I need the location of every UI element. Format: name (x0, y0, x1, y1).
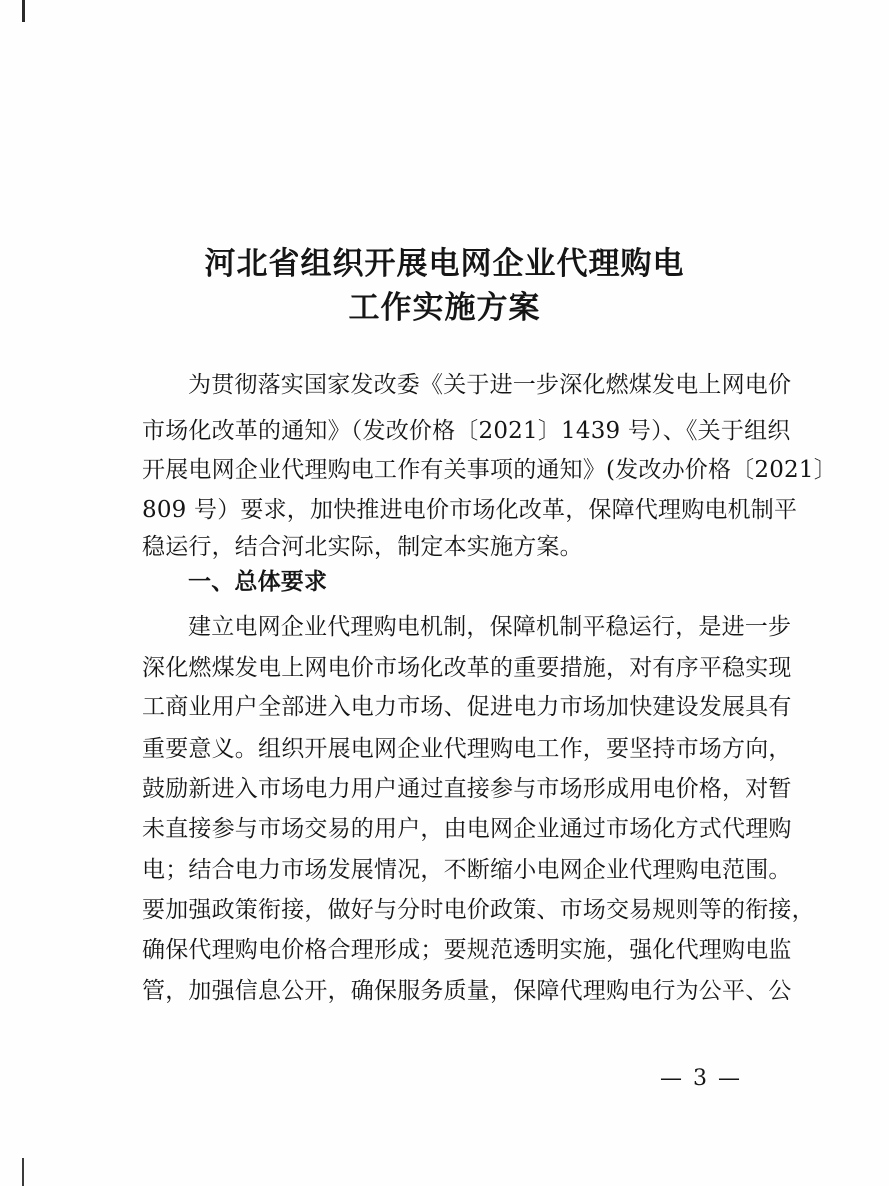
document-title-line-2: 工作实施方案 (348, 290, 541, 326)
body-line-7: 深化燃煤发电上网电价市场化改革的重要措施，对有序平稳实现 (142, 655, 792, 681)
body-line-1: 为贯彻落实国家发改委《关于进一步深化燃煤发电上网电价 (188, 372, 792, 398)
body-line-8: 工商业用户全部进入电力市场、促进电力市场加快建设发展具有 (142, 694, 792, 720)
section-heading: 一、总体要求 (188, 569, 328, 595)
body-line-13: 要加强政策衔接，做好与分时电价政策、市场交易规则等的衔接， (142, 897, 815, 923)
body-line-15: 管，加强信息公开，确保服务质量，保障代理购电行为公平、公 (142, 978, 792, 1004)
body-line-10: 鼓励新进入市场电力用户通过直接参与市场形成用电价格，对暂 (142, 776, 792, 802)
body-line-2: 市场化改革的通知》（发改价格〔2021〕1439 号）、《关于组织 (142, 418, 791, 444)
scan-edge-mark-top (22, 0, 25, 22)
body-line-4: 809 号）要求，加快推进电价市场化改革，保障代理购电机制平 (142, 497, 798, 523)
body-line-3: 开展电网企业代理购电工作有关事项的通知》(发改办价格〔2021〕 (142, 457, 837, 483)
body-line-5: 稳运行，结合河北实际，制定本实施方案。 (142, 534, 583, 560)
body-line-11: 未直接参与市场交易的用户，由电网企业通过市场化方式代理购 (142, 816, 792, 842)
scan-edge-mark-bottom (22, 1158, 24, 1186)
page-number: — 3 — (660, 1066, 742, 1091)
body-line-6: 建立电网企业代理购电机制，保障机制平稳运行，是进一步 (188, 614, 792, 640)
body-line-14: 确保代理购电价格合理形成；要规范透明实施，强化代理购电监 (142, 937, 792, 963)
document-title-line-1: 河北省组织开展电网企业代理购电 (204, 246, 685, 282)
body-line-9: 重要意义。组织开展电网企业代理购电工作，要坚持市场方向， (142, 736, 792, 762)
body-line-12: 电；结合电力市场发展情况，不断缩小电网企业代理购电范围。 (142, 857, 792, 883)
